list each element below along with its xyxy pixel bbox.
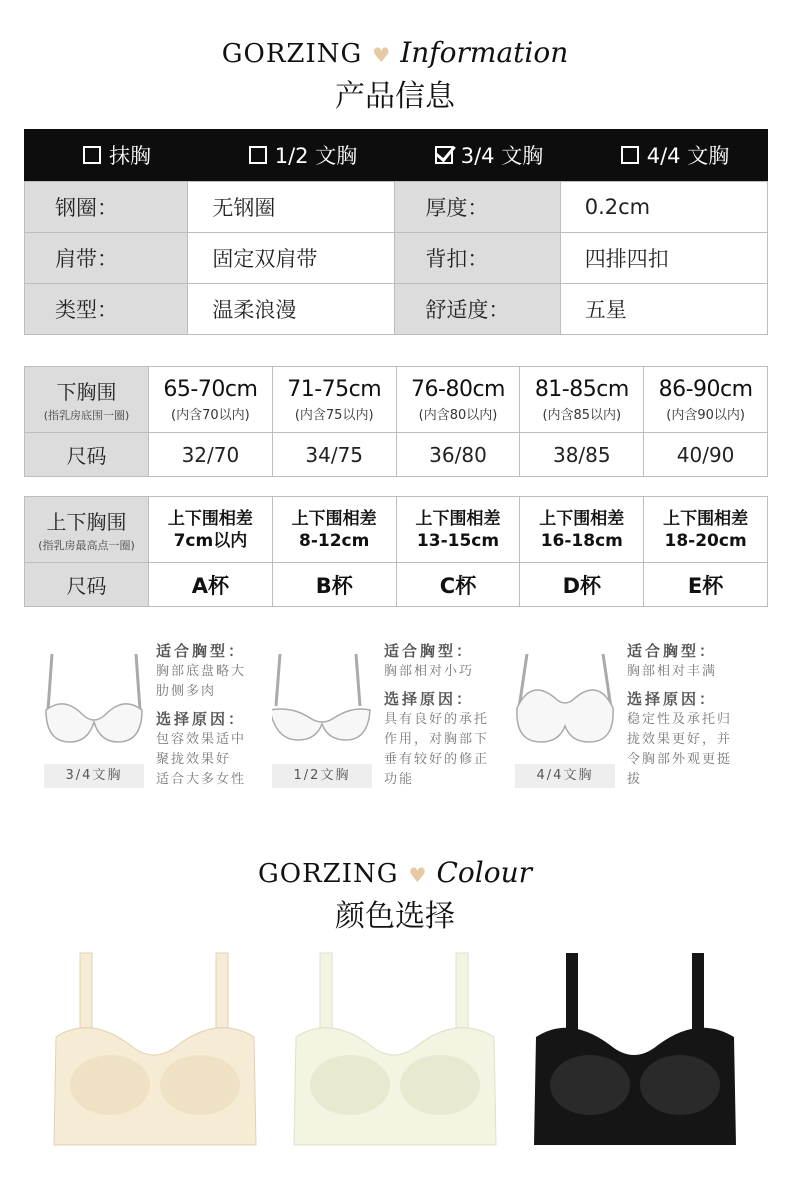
cup-size: C杯 xyxy=(439,573,477,598)
illustration-heading: 适合胸型： xyxy=(384,642,475,660)
mint-bra-icon xyxy=(290,945,500,1155)
cup-type-bar xyxy=(24,129,768,181)
cup-type-option[interactable] xyxy=(396,129,582,181)
colour-brand-line xyxy=(0,856,790,889)
cup-diff-cell xyxy=(396,497,520,563)
band-size-cell xyxy=(520,433,644,477)
cup-size-cell xyxy=(520,563,644,607)
band-header-label: 下胸围 xyxy=(56,380,117,404)
cup-size: B杯 xyxy=(315,573,353,598)
colour-subtitle: Colour xyxy=(436,856,532,889)
illustration-desc xyxy=(384,662,519,682)
desc-line: 胸部相对丰满 xyxy=(627,664,718,679)
band-range-cell xyxy=(272,367,396,433)
band-range-note: (内含75以内) xyxy=(294,407,374,423)
bra-1-2-sketch-icon xyxy=(272,648,372,748)
band-size: 34/75 xyxy=(305,442,364,467)
info-title: 产品信息 xyxy=(335,79,455,114)
band-header-cell xyxy=(25,367,149,433)
size-label-text: 尺码 xyxy=(66,444,107,468)
band-range: 76-80cm xyxy=(411,376,505,402)
info-header xyxy=(0,36,790,115)
band-range-note: (内含80以内) xyxy=(418,407,498,423)
illustration-desc xyxy=(384,710,519,790)
spec-value: 固定双肩带 xyxy=(188,233,395,284)
illustration-heading: 适合胸型： xyxy=(627,642,718,660)
spec-label: 类型： xyxy=(25,284,188,335)
cup-header-label: 上下胸围 xyxy=(46,510,127,534)
band-size-cell xyxy=(272,433,396,477)
cup-diff-line2: 13-15cm xyxy=(416,530,500,551)
cup-type-label: 3/4 文胸 xyxy=(460,144,544,168)
info-subtitle: Information xyxy=(400,36,569,69)
bra-3-4-sketch-icon xyxy=(44,648,144,748)
illustration-text xyxy=(627,640,762,796)
desc-line: 功能 xyxy=(384,772,415,787)
cup-diff-line2: 8-12cm xyxy=(299,530,370,551)
cup-size: E杯 xyxy=(687,573,724,598)
desc-line: 胸部相对小巧 xyxy=(384,664,475,679)
cup-diff-line1: 上下围相差 xyxy=(167,508,253,529)
product-cream[interactable] xyxy=(50,945,260,1159)
desc-line: 肋侧多肉 xyxy=(156,684,217,699)
illustration-heading: 选择原因： xyxy=(156,710,247,728)
band-range-note: (内含85以内) xyxy=(542,407,622,423)
cup-header-note: (指乳房最高点一圈) xyxy=(38,539,135,552)
spec-table xyxy=(24,181,768,335)
spec-row xyxy=(25,233,768,284)
band-range-note: (内含70以内) xyxy=(171,407,250,423)
cup-type-option[interactable] xyxy=(24,129,210,181)
spec-value: 无钢圈 xyxy=(188,182,395,233)
desc-line: 聚拢效果好 xyxy=(156,752,232,767)
band-size-cell xyxy=(396,433,520,477)
band-size: 36/80 xyxy=(429,442,487,467)
checked-checkbox-icon[interactable] xyxy=(435,146,453,164)
cup-diff-line2: 18-20cm xyxy=(664,530,747,551)
bra-illustration-1-2 xyxy=(272,640,522,800)
spec-label: 厚度： xyxy=(395,182,560,233)
cup-size-cell xyxy=(644,563,768,607)
band-range-note: (内含90以内) xyxy=(666,407,745,423)
bra-illustration-3-4 xyxy=(44,640,294,800)
spec-row xyxy=(25,284,768,335)
desc-line: 拢效果更好，并 xyxy=(627,732,733,747)
black-bra-icon xyxy=(530,945,740,1155)
band-size-row xyxy=(25,433,768,477)
band-size: 38/85 xyxy=(552,442,611,467)
spec-label: 钢圈： xyxy=(25,182,188,233)
band-size-table xyxy=(24,366,768,477)
cup-diff-line1: 上下围相差 xyxy=(663,508,749,529)
size-label xyxy=(25,433,149,477)
cup-type-label: 抹胸 xyxy=(109,144,151,168)
band-range-row xyxy=(25,367,768,433)
colour-products xyxy=(0,945,790,1155)
cup-diff-cell xyxy=(520,497,644,563)
cup-size-row xyxy=(25,563,768,607)
band-size-cell xyxy=(644,433,768,477)
spec-value: 五星 xyxy=(560,284,767,335)
illustration-desc xyxy=(627,710,762,790)
spec-label: 背扣： xyxy=(395,233,560,284)
illustration-caption: 1/2文胸 xyxy=(272,764,372,788)
bra-illustration-4-4 xyxy=(515,640,765,800)
size-label-text: 尺码 xyxy=(66,574,107,598)
band-range-cell xyxy=(644,367,768,433)
info-brand-line xyxy=(0,36,790,69)
desc-line: 具有良好的承托 xyxy=(384,712,490,727)
illustration-heading: 选择原因： xyxy=(384,690,475,708)
spec-label: 肩带： xyxy=(25,233,188,284)
band-range: 81-85cm xyxy=(534,376,629,402)
cup-type-label: 4/4 文胸 xyxy=(646,144,730,168)
spec-label: 舒适度： xyxy=(395,284,560,335)
cup-diff-line2: 16-18cm xyxy=(540,530,623,551)
colour-header xyxy=(0,856,790,935)
heart-icon: ♥ xyxy=(372,43,391,67)
desc-line: 适合大多女性 xyxy=(156,772,247,787)
illustration-heading: 适合胸型： xyxy=(156,642,247,660)
cup-size-cell xyxy=(272,563,396,607)
illustration-caption: 4/4文胸 xyxy=(515,764,615,788)
cup-size-cell xyxy=(149,563,273,607)
cup-header-cell xyxy=(25,497,149,563)
desc-line: 稳定性及承托归 xyxy=(627,712,733,727)
desc-line: 垂有较好的修正 xyxy=(384,752,490,767)
cup-type-label: 1/2 文胸 xyxy=(274,144,358,168)
cup-diff-cell xyxy=(272,497,396,563)
brand-logo-text: GORZING xyxy=(221,39,363,69)
illustration-caption: 3/4文胸 xyxy=(44,764,144,788)
cup-diff-line1: 上下围相差 xyxy=(415,508,501,529)
bra-4-4-sketch-icon xyxy=(515,648,615,748)
cup-diff-line1: 上下围相差 xyxy=(291,508,377,529)
band-range: 86-90cm xyxy=(658,376,753,402)
illustration-desc xyxy=(156,662,291,702)
desc-line: 拔 xyxy=(627,772,643,787)
illustration-desc xyxy=(156,730,291,790)
cup-size-cell xyxy=(396,563,520,607)
product-mint[interactable] xyxy=(290,945,500,1159)
desc-line: 作用，对胸部下 xyxy=(384,732,490,747)
spec-row xyxy=(25,182,768,233)
product-black[interactable] xyxy=(530,945,740,1159)
band-range-cell xyxy=(520,367,644,433)
band-size: 32/70 xyxy=(181,442,240,467)
desc-line: 包容效果适中 xyxy=(156,732,247,747)
band-range-cell xyxy=(149,367,273,433)
band-range: 65-70cm xyxy=(163,376,258,402)
brand-logo-text: GORZING xyxy=(258,859,399,889)
cup-type-option[interactable] xyxy=(210,129,396,181)
cup-type-option[interactable] xyxy=(582,129,768,181)
band-range-cell xyxy=(396,367,520,433)
cup-size-table xyxy=(24,496,768,607)
desc-line: 胸部底盘略大 xyxy=(156,664,247,679)
colour-title: 颜色选择 xyxy=(335,899,455,934)
illustration-heading: 选择原因： xyxy=(627,690,718,708)
illustration-text xyxy=(384,640,519,796)
band-size: 40/90 xyxy=(676,442,735,467)
cup-diff-line2: 7cm以内 xyxy=(173,530,248,551)
band-size-cell xyxy=(149,433,273,477)
checkbox-icon[interactable] xyxy=(621,146,639,164)
band-header-note: (指乳房底围一圈) xyxy=(43,409,130,422)
spec-value: 四排四扣 xyxy=(560,233,767,284)
cup-size: A杯 xyxy=(191,573,230,598)
illustration-desc xyxy=(627,662,762,682)
cup-diff-line1: 上下围相差 xyxy=(539,508,625,529)
heart-icon: ♥ xyxy=(408,863,427,887)
size-label xyxy=(25,563,149,607)
checkbox-icon[interactable] xyxy=(83,146,101,164)
desc-line: 令胸部外观更挺 xyxy=(627,752,733,767)
spec-value: 0.2cm xyxy=(560,182,767,233)
cup-diff-row xyxy=(25,497,768,563)
cream-bra-icon xyxy=(50,945,260,1155)
cup-diff-cell xyxy=(644,497,768,563)
checkbox-icon[interactable] xyxy=(249,146,267,164)
cup-size: D杯 xyxy=(562,573,601,598)
band-range: 71-75cm xyxy=(287,376,382,402)
spec-value: 温柔浪漫 xyxy=(188,284,395,335)
illustration-text xyxy=(156,640,291,796)
cup-diff-cell xyxy=(149,497,273,563)
